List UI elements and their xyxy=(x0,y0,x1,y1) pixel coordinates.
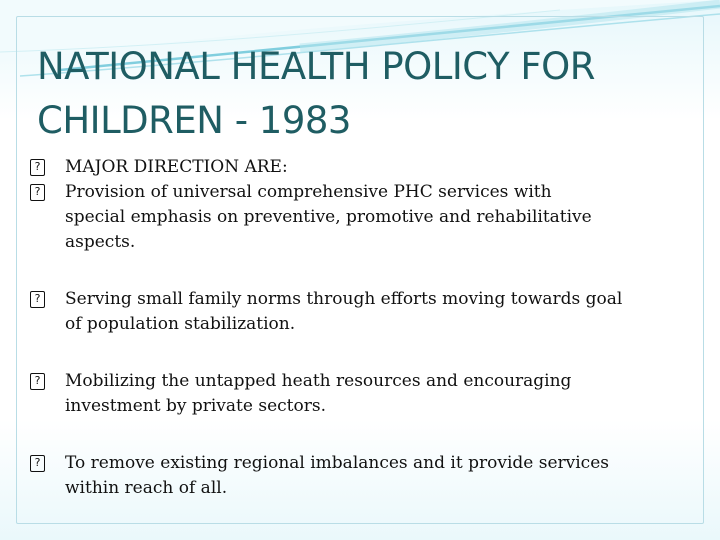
title-line: NATIONAL HEALTH POLICY FOR xyxy=(37,45,595,88)
bullet-text: of population stabilization. xyxy=(65,314,296,334)
bullet-text: investment by private sectors. xyxy=(65,396,326,416)
bullet-item xyxy=(30,155,690,180)
missing-glyph-box-icon: ? xyxy=(30,455,45,472)
bullet-text: To remove existing regional imbalances and it provide services xyxy=(65,453,609,473)
bullet-text: within reach of all. xyxy=(65,478,228,498)
slide-title xyxy=(37,40,677,148)
missing-glyph-box-icon: ? xyxy=(30,291,45,308)
bullet-text: Provision of universal comprehensive PHC services with xyxy=(65,182,552,202)
bullet-text: aspects. xyxy=(65,232,136,252)
bullet-text: Serving small family norms through efforts moving towards goal xyxy=(65,289,623,309)
bullet-list xyxy=(30,155,690,501)
missing-glyph-box-icon: ? xyxy=(30,159,45,176)
missing-glyph-box-icon: ? xyxy=(30,184,45,201)
title-line: CHILDREN - 1983 xyxy=(37,99,351,142)
missing-glyph-box-icon: ? xyxy=(30,373,45,390)
bullet-item xyxy=(30,180,690,255)
bullet-item xyxy=(30,287,690,337)
bullet-text: Mobilizing the untapped heath resources and encouraging xyxy=(65,371,572,391)
bullet-item xyxy=(30,369,690,419)
bullet-text: special emphasis on preventive, promotive and rehabilitative xyxy=(65,207,592,227)
bullet-item xyxy=(30,451,690,501)
bullet-text: MAJOR DIRECTION ARE: xyxy=(65,157,288,177)
